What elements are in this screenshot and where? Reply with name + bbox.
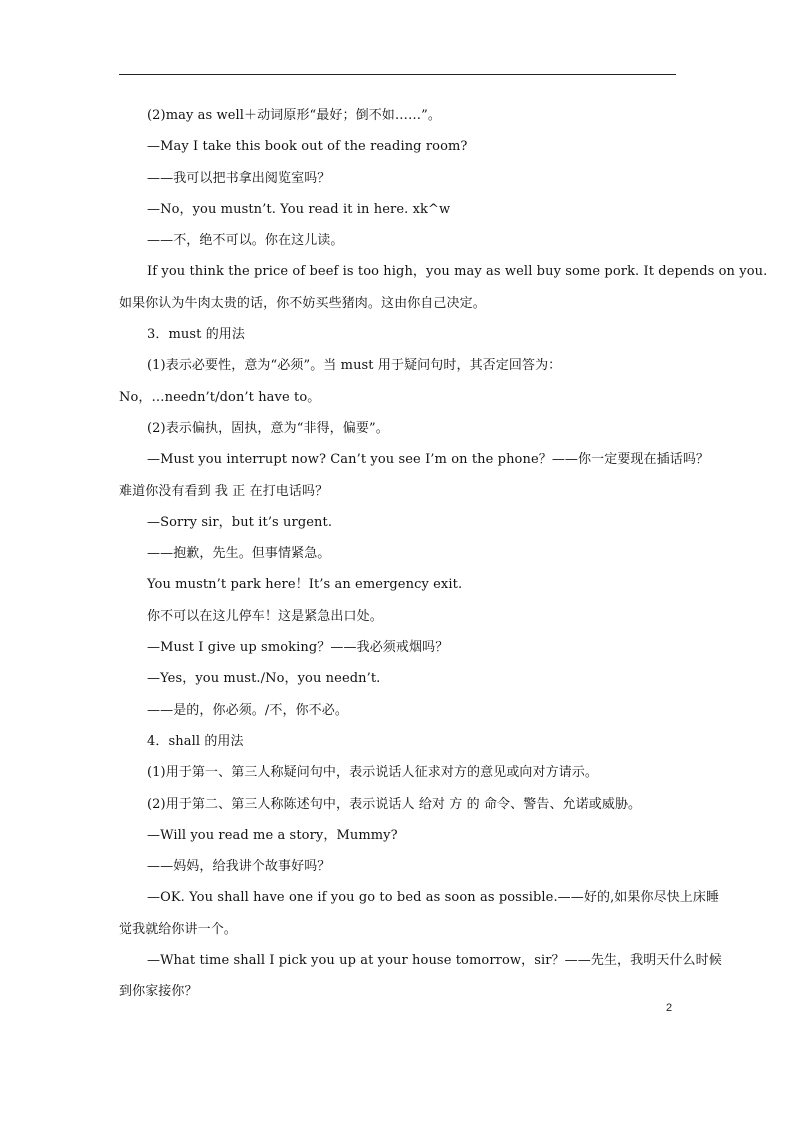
page-number: 2 <box>666 1002 673 1014</box>
text-line: 如果你认为牛肉太贵的话，你不妨买些猪肉。这由你自己决定。 <box>119 295 486 311</box>
text-line: —May I take this book out of the reading room? <box>147 139 468 155</box>
text-line: If you think the price of beef is too high，you may as well buy some pork. It depends on you. <box>147 264 768 280</box>
text-line: ——妈妈，给我讲个故事好吗？ <box>147 859 331 875</box>
text-line: ——是的，你必须。/不，你不必。 <box>147 702 348 718</box>
text-line: —Sorry sir，but it’s urgent. <box>147 514 333 530</box>
text-line: (1)表示必要性，意为“必须”。当 must 用于疑问句时，其否定回答为： <box>147 358 562 374</box>
text-line: No，…needn’t/don’t have to。 <box>119 389 321 405</box>
text-line: —What time shall I pick you up at your house tomorrow，sir？——先生，我明天什么时候 <box>147 953 722 969</box>
text-line: 到你家接你？ <box>119 984 198 1000</box>
text-line: You mustn’t park here！It’s an emergency exit. <box>147 577 463 593</box>
text-line: (1)用于第一、第三人称疑问句中，表示说话人征求对方的意见或向对方请示。 <box>147 765 599 781</box>
text-line: —Must you interrupt now? Can’t you see I’m on the phone？——你一定要现在插话吗？ <box>147 452 710 468</box>
document-body <box>119 100 768 1008</box>
header-rule <box>119 74 676 75</box>
text-line: ——我可以把书拿出阅览室吗？ <box>147 170 331 186</box>
text-line: 觉我就给你讲一个。 <box>119 921 237 937</box>
text-line: 你不可以在这儿停车！这是紧急出口处。 <box>147 608 383 624</box>
text-line: —Must I give up smoking？——我必须戒烟吗？ <box>147 640 449 656</box>
section-heading: 3．must 的用法 <box>147 327 245 343</box>
text-line: —Yes，you must./No，you needn’t. <box>147 671 381 687</box>
text-line: (2)may as well＋动词原形“最好；倒不如……”。 <box>147 108 441 123</box>
text-line: —No，you mustn’t. You read it in here. xk^w <box>147 201 451 217</box>
text-line: —OK. You shall have one if you go to bed as soon as possible.——好的,如果你尽快上床睡 <box>147 890 720 906</box>
text-line: 难道你没有看到 我 正 在打电话吗？ <box>119 483 329 499</box>
text-line: (2)用于第二、第三人称陈述句中，表示说话人 给对 方 的 命令、警告、允诺或威胁。 <box>147 796 642 812</box>
section-heading: 4．shall 的用法 <box>147 733 244 749</box>
text-line: —Will you read me a story，Mummy? <box>147 827 398 843</box>
text-line: (2)表示偏执，固执，意为“非得，偏要”。 <box>147 420 389 436</box>
text-line: ——抱歉，先生。但事情紧急。 <box>147 546 331 562</box>
text-line: ——不，绝不可以。你在这儿读。 <box>147 233 344 249</box>
